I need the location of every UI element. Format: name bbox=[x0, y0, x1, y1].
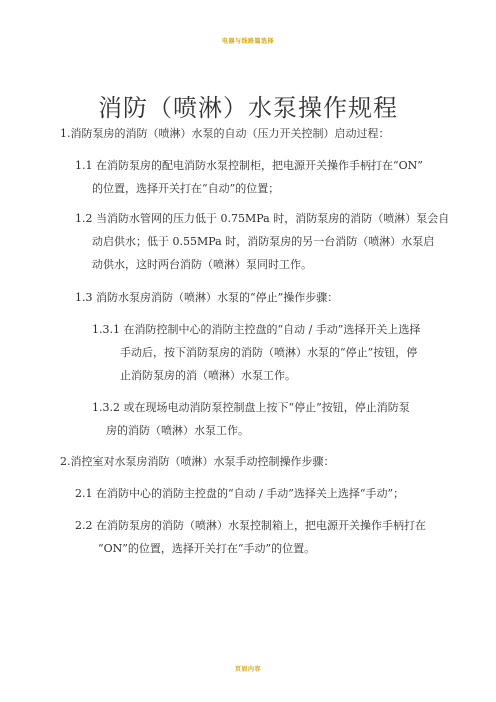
section-1-2-line-2: 动启供水；低于 0.55MPa 时，消防泵房的另一台消防（喷淋）水泵启 bbox=[92, 235, 435, 248]
section-2-1-line: 2.1 在消防中心的消防主控盘的“自动 / 手动”选择关上选择“手动”； bbox=[75, 487, 405, 500]
section-2-2-line-1: 2.2 在消防泵房的消防（喷淋）水泵控制箱上，把电源开关操作手柄打在 bbox=[75, 519, 426, 532]
page-header: 电器与线路篇选择 bbox=[221, 38, 274, 45]
section-1-1-line-1: 1.1 在消防泵房的配电消防水泵控制柜，把电源开关操作手柄打在“ON” bbox=[75, 159, 423, 172]
section-1-1-line-2: 的位置，选择开关打在“自动”的位置； bbox=[92, 182, 280, 195]
section-1-3-heading: 1.3 消防水泵房消防（喷淋）水泵的“停止”操作步骤： bbox=[75, 291, 339, 304]
section-2-2-line-2: “ON”的位置，选择开关打在“手动”的位置。 bbox=[98, 542, 316, 555]
section-1-2-line-1: 1.2 当消防水管网的压力低于 0.75MPa 时，消防泵房的消防（喷淋）泵会自 bbox=[75, 212, 450, 225]
section-1-heading: 1.消防泵房的消防（喷淋）水泵的自动（压力开关控制）启动过程： bbox=[60, 127, 390, 140]
page-footer: 页眉内容 bbox=[234, 666, 261, 673]
section-1-3-1-line-2: 手动后，按下消防泵房的消防（喷淋）水泵的“停止”按钮，停 bbox=[120, 346, 418, 359]
document-title: 消防（喷淋）水泵操作规程 bbox=[98, 94, 398, 122]
section-1-3-1-line-1: 1.3.1 在消防控制中心的消防主控盘的“自动 / 手动”选择开关上选择 bbox=[92, 323, 421, 336]
section-1-3-2-line-2: 房的消防（喷淋）水泵工作。 bbox=[106, 424, 249, 437]
section-1-3-2-line-1: 1.3.2 或在现场电动消防泵控制盘上按下“停止”按钮，停止消防泵 bbox=[92, 401, 410, 414]
section-2-heading: 2.消控室对水泵房消防（喷淋）水泵手动控制操作步骤： bbox=[60, 455, 335, 468]
section-1-3-1-line-3: 止消防泵房的消（喷淋）水泵工作。 bbox=[120, 369, 296, 382]
section-1-2-line-3: 动供水，这时两台消防（喷淋）泵同时工作。 bbox=[92, 258, 312, 271]
